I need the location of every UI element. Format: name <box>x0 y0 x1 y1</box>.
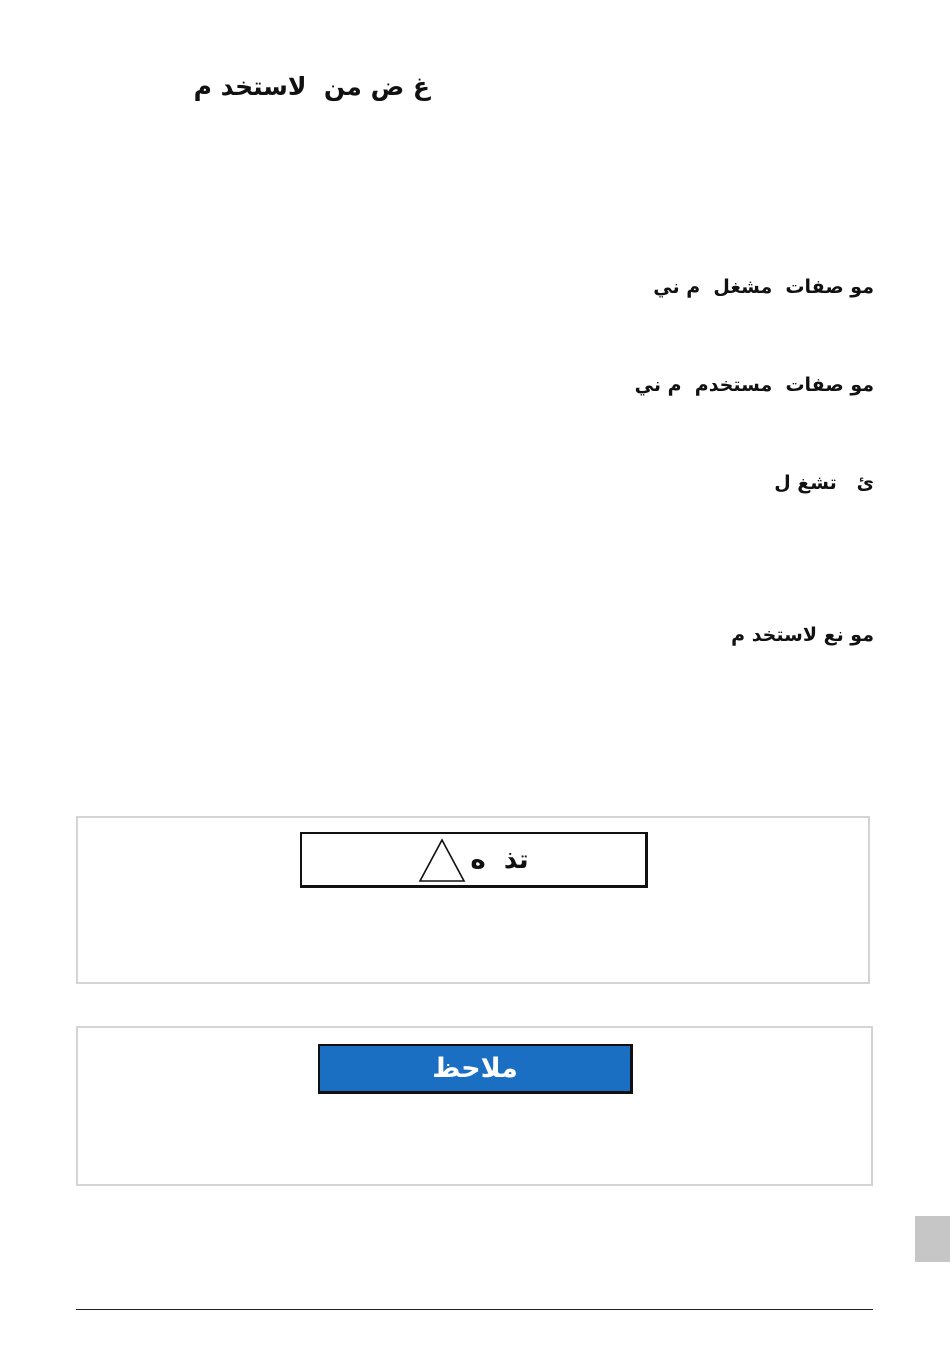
caution-label: تذ ه <box>470 844 529 875</box>
section-heading-operation: ئ تشغ ل <box>774 472 874 494</box>
note-label: ملاحظ <box>432 1053 518 1084</box>
note-panel <box>76 1026 873 1186</box>
caution-header <box>300 832 648 888</box>
warning-triangle-icon <box>418 837 466 883</box>
page-title: غ ض من لاستخد م <box>193 72 430 101</box>
note-header <box>318 1044 633 1094</box>
section-heading-user-specs: مو صفات مستخدم م ني <box>634 374 874 396</box>
section-heading-operator-specs: مو صفات مشغل م ني <box>653 276 874 298</box>
section-heading-usage-restrictions: مو نع لاستخد م <box>731 624 874 646</box>
caution-panel <box>76 816 870 984</box>
footer-divider <box>76 1309 873 1310</box>
page-edge-tab <box>915 1216 950 1262</box>
